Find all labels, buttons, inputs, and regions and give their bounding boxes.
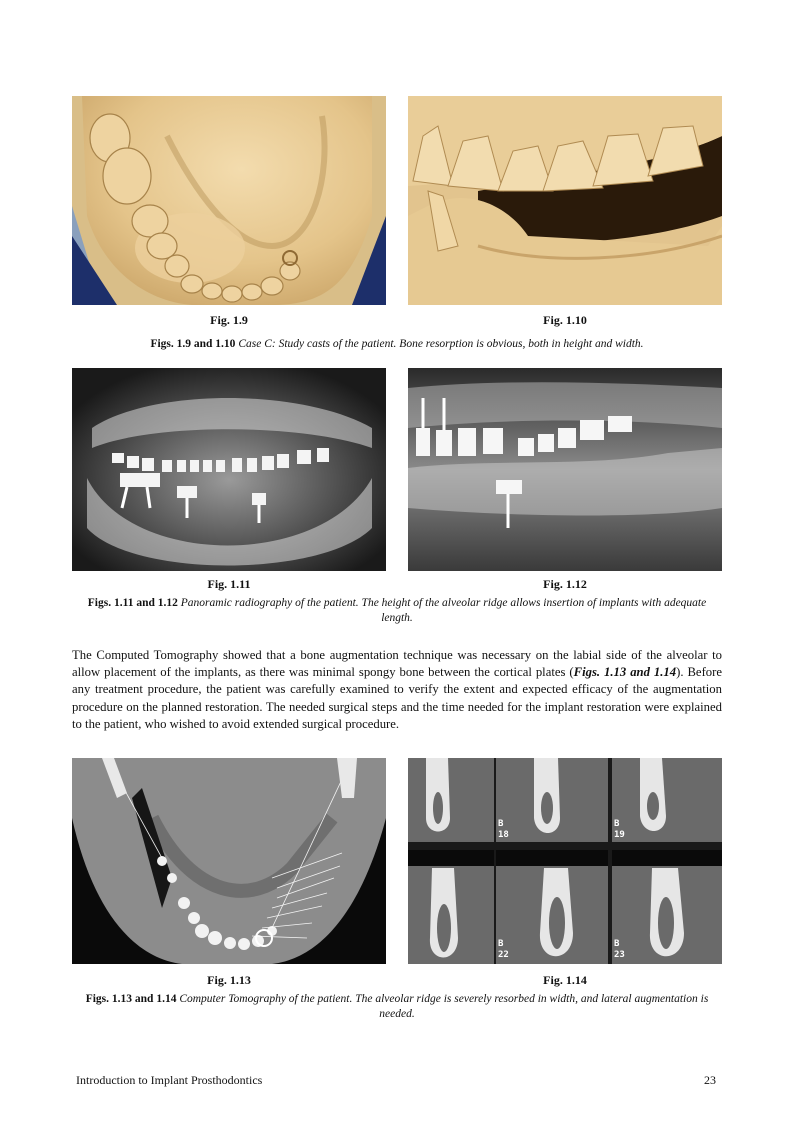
fig-1-14-image — [408, 758, 722, 964]
caption-3-text: Computer Tomography of the patient. The alveolar ridge is severely resorbed in width, and lateral augmentation is needed. — [179, 993, 709, 1020]
fig-1-9-label: Fig. 1.9 — [210, 313, 248, 327]
caption-1-ref: Figs. 1.9 and 1.10 — [150, 338, 236, 350]
caption-3-ref: Figs. 1.13 and 1.14 — [85, 993, 177, 1005]
ct-panel-3-number: 22 — [498, 950, 509, 960]
fig-1-13-image — [72, 758, 386, 964]
ct-panel-4-number: 23 — [614, 950, 625, 960]
ct-panel-1-number: 18 — [498, 830, 509, 840]
ct-panel-4-letter: B — [614, 939, 620, 949]
fig-1-12-image — [408, 368, 722, 571]
body-text-part-1: The Computed Tomography showed that a bone augmentation technique was necessary on the labial side of the alveolar to allow placement of the implants, as there was minimal spongy bone between the cortical plates ( — [72, 648, 722, 680]
fig-1-11-image — [72, 368, 386, 571]
body-text-part-2: ). Before any treatment procedure, the patient was carefully examined to verify the extent and expected efficacy of the augmentation procedure on the planned restoration. The needed surgical steps and the time needed for the implant restoration were explained to the patient, who wished to avoid extended surgical procedure. — [72, 665, 722, 731]
caption-figs-1-11-1-12 — [72, 596, 722, 626]
body-figure-reference: Figs. 1.13 and 1.14 — [573, 665, 677, 680]
fig-1-11-label: Fig. 1.11 — [207, 577, 251, 591]
footer-book-title: Introduction to Implant Prosthodontics — [76, 1073, 263, 1087]
fig-1-9-image — [72, 96, 386, 305]
fig-1-12-label: Fig. 1.12 — [543, 577, 587, 591]
caption-figs-1-13-1-14 — [72, 992, 722, 1022]
caption-2-ref: Figs. 1.11 and 1.12 — [87, 597, 178, 609]
fig-1-13-label: Fig. 1.13 — [207, 973, 251, 987]
caption-figs-1-9-1-10 — [72, 337, 722, 352]
fig-1-10-image — [408, 96, 722, 305]
caption-1-text: Case C: Study casts of the patient. Bone resorption is obvious, both in height and width. — [238, 338, 644, 350]
caption-2-text: Panoramic radiography of the patient. The height of the alveolar ridge allows insertion of implants with adequate length. — [180, 597, 707, 624]
ct-panel-3-letter: B — [498, 939, 504, 949]
fig-1-10-label: Fig. 1.10 — [543, 313, 587, 327]
body-paragraph — [72, 647, 722, 733]
footer-page-number: 23 — [704, 1073, 716, 1087]
ct-panel-2-letter: B — [614, 819, 620, 829]
ct-panel-2-number: 19 — [614, 830, 625, 840]
fig-1-14-label: Fig. 1.14 — [543, 973, 587, 987]
ct-panel-1-letter: B — [498, 819, 504, 829]
